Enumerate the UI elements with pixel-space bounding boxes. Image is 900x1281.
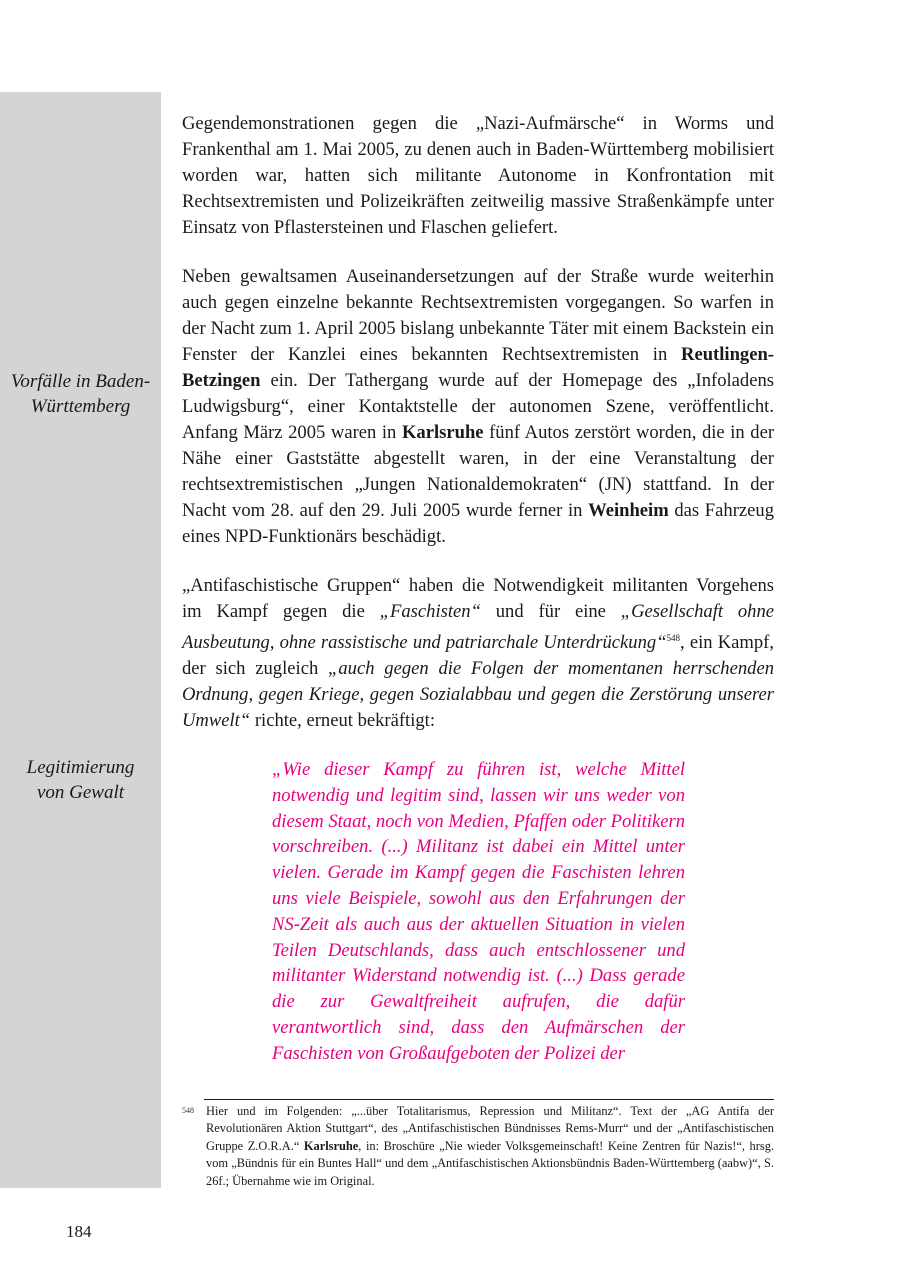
margin-note-line: Vorfälle in Baden- xyxy=(10,371,151,392)
margin-note-legitimierung xyxy=(0,755,161,805)
place-karlsruhe: Karlsruhe xyxy=(401,422,484,443)
margin-note-vorfaelle xyxy=(0,369,161,419)
place-reutlingen: Reutlingen-Betzingen xyxy=(182,344,774,391)
sidebar-band xyxy=(0,92,161,1188)
margin-note-line: Württemberg xyxy=(30,396,131,417)
text-run: , ein Kampf, der sich zugleich xyxy=(182,632,774,680)
text-run: „Antifaschistische Gruppen“ haben die Notwendigkeit militanten Vorgehens im Kampf gegen die xyxy=(182,575,774,622)
paragraph-text: Gegendemonstrationen gegen die „Nazi-Aufmärsche“ in Worms und Frankenthal am 1. Mai 2005, zu denen auch in Baden-Württemberg mobilisiert worden war, hatten sich militante Autonome in Konfrontation mit Rechtsextremisten und Polizeikräften zeitweilig massive Straßenkämpfe unter Einsatz von Pflastersteinen und Flaschen geliefert. xyxy=(182,113,774,238)
paragraph-1 xyxy=(182,111,774,241)
text-run: Hier und im Folgenden: „...über Totalitarismus, Repression und Militanz“. Text der „AG Antifa der Revolutionären Aktion Stuttgart“, des „Antifaschistischen Bündnisses Rems-Murr“ und der „Antifaschistischen Gruppe Z.O.R.A.“ xyxy=(206,1104,774,1153)
text-run: ein. Der Tathergang wurde auf der Homepage des „Infoladens Ludwigsburg“, einer Kontaktstelle der autonomen Szene, veröffentlicht. Anfang März 2005 waren in xyxy=(182,370,774,443)
text-run: fünf Autos zerstört worden, die in der Nähe einer Gaststätte abgestellt waren, in der eine Veranstaltung der rechtsextremistischen „Jungen Nationaldemokraten“ (JN) stattfand. In der Nacht vom 28. auf den 29. Juli 2005 wurde ferner in xyxy=(182,422,775,521)
margin-note-line: von Gewalt xyxy=(36,782,125,803)
quote-run: „auch gegen die Folgen der momentanen herrschenden Ordnung, gegen Kriege, gegen Sozialabbau und gegen die Zerstörung unserer Umwelt“ xyxy=(182,658,774,732)
text-run: das Fahrzeug eines NPD-Funktionärs beschädigt. xyxy=(182,500,774,547)
block-quote: „Wie dieser Kampf zu führen ist, welche Mittel notwendig und legitim sind, lassen wir uns weder von diesem Staat, noch von Medien, Pfaffen oder Politikern vorschreiben. (...) Militanz ist dabei ein Mittel unter vielen. Gerade im Kampf gegen die Faschisten lehren uns viele Beispiele, sowohl aus den Erfahrungen der NS-Zeit als auch aus der aktuellen Situation in vielen Teilen Deutschlands, dass auch entschlossener und militanter Widerstand notwendig ist. (...) Dass gerade die zur Gewaltfreiheit aufrufen, die dafür verantwortlich sind, dass den Aufmärschen der Faschisten von Großaufgeboten der Polizei der xyxy=(272,759,685,1064)
footnote-divider xyxy=(204,1099,774,1100)
footnote xyxy=(206,1103,774,1190)
margin-note-line: Legitimierung xyxy=(26,757,135,778)
footnote-marker: 548 xyxy=(182,1106,194,1115)
page-number: 184 xyxy=(66,1222,92,1241)
paragraph-3 xyxy=(182,573,774,734)
footnote-reference[interactable]: 548 xyxy=(666,633,681,643)
place-weinheim: Weinheim xyxy=(588,500,669,521)
quote-run: „Faschisten“ xyxy=(379,601,481,622)
text-run: Neben gewaltsamen Auseinandersetzungen auf der Straße wurde weiterhin auch gegen einzelne bekannte Rechtsextremisten vorgegangen. So warfen in der Nacht zum 1. April 2005 bislang unbekannte Täter mit einem Backstein ein Fenster der Kanzlei eines bekannten Rechtsextremisten in xyxy=(182,266,774,365)
paragraph-2 xyxy=(182,264,774,550)
text-run: und für eine xyxy=(480,601,621,622)
text-run: , in: Broschüre „Nie wieder Volksgemeinschaft! Keine Zentren für Nazis!“, hrsg. vom „Bündnis für ein Buntes Hall“ und dem „Antifaschistischen Aktionsbündnis Baden-Württemberg (aabw)“, S. 26f.; Übernahme wie im Original. xyxy=(206,1138,774,1188)
quote-run: „Gesellschaft ohne Ausbeutung, ohne rassistische und patriarchale Unterdrückung“ xyxy=(182,601,774,654)
place-karlsruhe: Karlsruhe xyxy=(303,1138,359,1153)
text-run: richte, erneut bekräftigt: xyxy=(250,710,436,732)
